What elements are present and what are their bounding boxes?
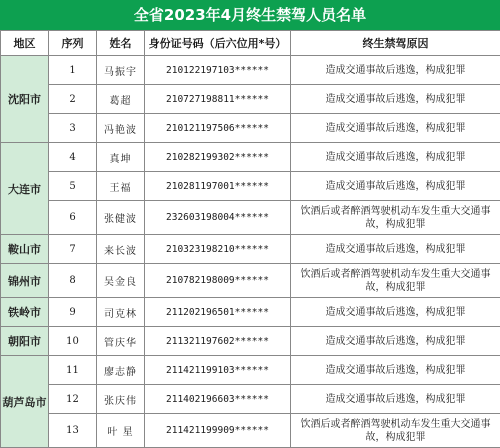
region-cell: 锦州市 (1, 264, 49, 298)
seq-cell: 12 (49, 385, 97, 414)
reason-cell: 饮酒后或者醉酒驾驶机动车发生重大交通事故，构成犯罪 (291, 201, 500, 235)
id-cell: 210727198811****** (145, 85, 291, 114)
name-cell: 真坤 (97, 143, 145, 172)
name-cell: 马振宇 (97, 56, 145, 85)
reason-cell: 造成交通事故后逃逸，构成犯罪 (291, 172, 500, 201)
reason-cell: 造成交通事故后逃逸，构成犯罪 (291, 385, 500, 414)
seq-cell: 4 (49, 143, 97, 172)
id-cell: 232603198004****** (145, 201, 291, 235)
region-cell: 朝阳市 (1, 327, 49, 356)
name-cell: 张庆伟 (97, 385, 145, 414)
table-row (1, 356, 500, 385)
seq-cell: 8 (49, 264, 97, 298)
region-cell: 铁岭市 (1, 298, 49, 327)
id-cell: 211421199909****** (145, 414, 291, 448)
seq-cell: 10 (49, 327, 97, 356)
table-row (1, 298, 500, 327)
seq-cell: 9 (49, 298, 97, 327)
name-cell: 叶 星 (97, 414, 145, 448)
table-row (1, 56, 500, 85)
reason-cell: 造成交通事故后逃逸，构成犯罪 (291, 85, 500, 114)
id-cell: 211421199103****** (145, 356, 291, 385)
table-header-row (1, 31, 500, 56)
reason-cell: 饮酒后或者醉酒驾驶机动车发生重大交通事故，构成犯罪 (291, 414, 500, 448)
header-seq: 序列 (49, 31, 97, 56)
seq-cell: 3 (49, 114, 97, 143)
reason-cell: 造成交通事故后逃逸，构成犯罪 (291, 143, 500, 172)
id-cell: 210122197103****** (145, 56, 291, 85)
table-row (1, 235, 500, 264)
banned-drivers-table (0, 30, 500, 448)
table-row (1, 114, 500, 143)
seq-cell: 2 (49, 85, 97, 114)
name-cell: 张健波 (97, 201, 145, 235)
region-cell: 葫芦岛市 (1, 356, 49, 448)
id-cell: 211202196501****** (145, 298, 291, 327)
name-cell: 葛超 (97, 85, 145, 114)
region-cell: 鞍山市 (1, 235, 49, 264)
id-cell: 210282199302****** (145, 143, 291, 172)
reason-cell: 造成交通事故后逃逸，构成犯罪 (291, 327, 500, 356)
page-title: 全省2023年4月终生禁驾人员名单 (0, 0, 500, 31)
name-cell: 司克林 (97, 298, 145, 327)
name-cell: 冯艳波 (97, 114, 145, 143)
table-row (1, 385, 500, 414)
id-cell: 210281197001****** (145, 172, 291, 201)
header-region: 地区 (1, 31, 49, 56)
id-cell: 210121197506****** (145, 114, 291, 143)
header-name: 姓名 (97, 31, 145, 56)
seq-cell: 5 (49, 172, 97, 201)
id-cell: 211402196603****** (145, 385, 291, 414)
reason-cell: 造成交通事故后逃逸，构成犯罪 (291, 356, 500, 385)
header-reason: 终生禁驾原因 (291, 31, 500, 56)
table-row (1, 172, 500, 201)
region-cell: 大连市 (1, 143, 49, 235)
table-row (1, 414, 500, 448)
seq-cell: 1 (49, 56, 97, 85)
reason-cell: 造成交通事故后逃逸，构成犯罪 (291, 298, 500, 327)
header-id: 身份证号码（后六位用*号） (145, 31, 291, 56)
id-cell: 211321197602****** (145, 327, 291, 356)
table-row (1, 327, 500, 356)
seq-cell: 11 (49, 356, 97, 385)
seq-cell: 6 (49, 201, 97, 235)
name-cell: 吴金良 (97, 264, 145, 298)
reason-cell: 造成交通事故后逃逸，构成犯罪 (291, 56, 500, 85)
id-cell: 210782198009****** (145, 264, 291, 298)
name-cell: 廖志静 (97, 356, 145, 385)
name-cell: 王福 (97, 172, 145, 201)
table-row (1, 201, 500, 235)
seq-cell: 13 (49, 414, 97, 448)
name-cell: 管庆华 (97, 327, 145, 356)
reason-cell: 造成交通事故后逃逸，构成犯罪 (291, 114, 500, 143)
id-cell: 210323198210****** (145, 235, 291, 264)
table-row (1, 85, 500, 114)
table-row (1, 143, 500, 172)
region-cell: 沈阳市 (1, 56, 49, 143)
seq-cell: 7 (49, 235, 97, 264)
name-cell: 来长波 (97, 235, 145, 264)
table-row (1, 264, 500, 298)
reason-cell: 饮酒后或者醉酒驾驶机动车发生重大交通事故，构成犯罪 (291, 264, 500, 298)
reason-cell: 造成交通事故后逃逸，构成犯罪 (291, 235, 500, 264)
